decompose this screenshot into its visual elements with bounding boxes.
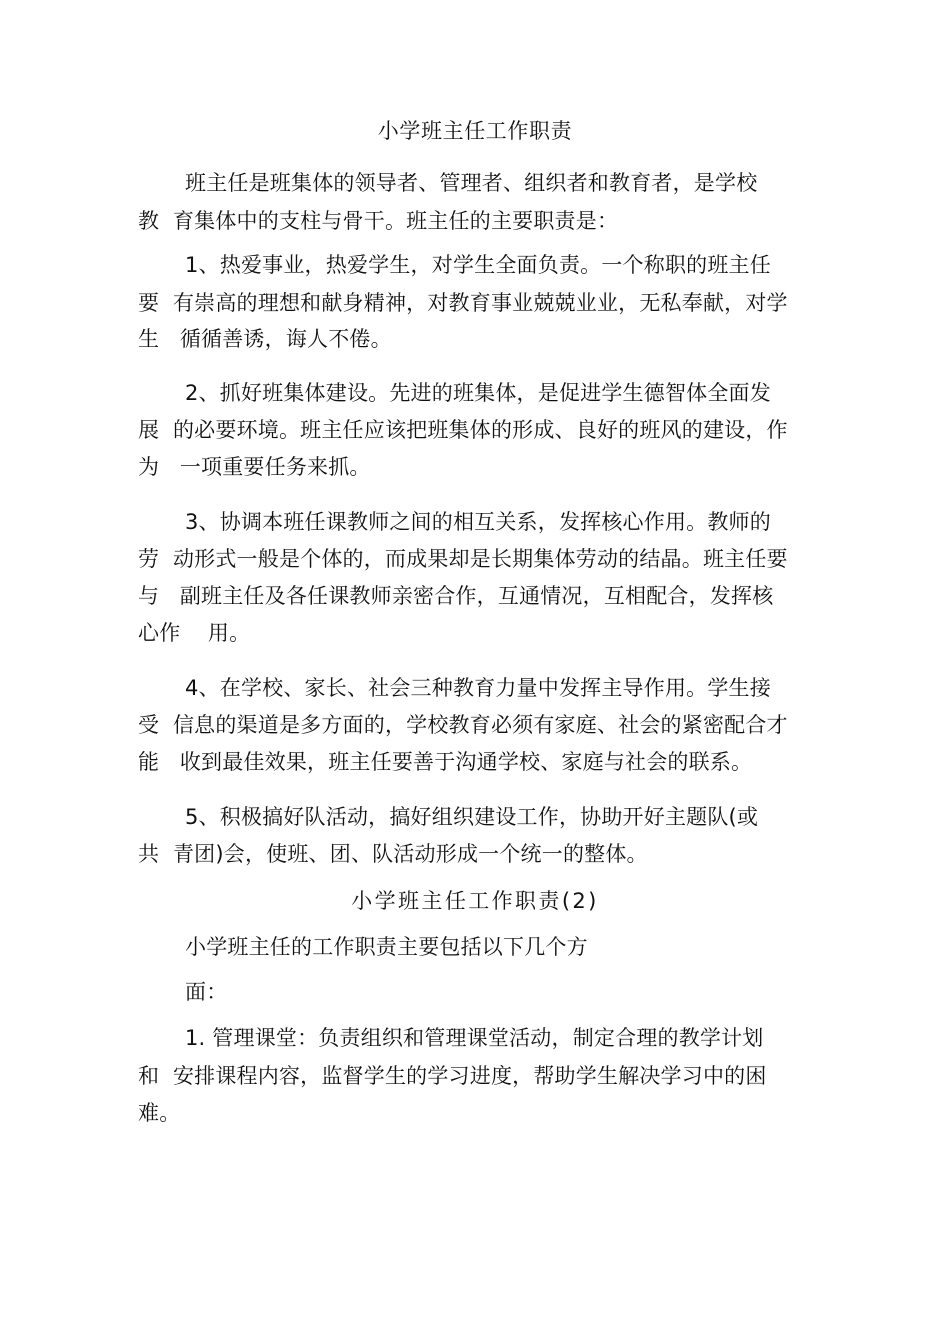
section-2-title: 小学班主任工作职责(2) xyxy=(351,889,599,913)
intro2-line-1: 小学班主任的工作职责主要包括以下几个方 xyxy=(185,935,588,959)
intro-line-2: 教 育集体中的支柱与骨干。班主任的主要职责是： xyxy=(138,209,619,233)
item-3-line-2: 劳 动形式一般是个体的，而成果却是长期集体劳动的结晶。班主任要 xyxy=(138,547,788,571)
item-1-line-1: 1、热爱事业，热爱学生，对学生全面负责。一个称职的班主任 xyxy=(185,253,771,277)
item-2-line-3: 为 一项重要任务来抓。 xyxy=(138,455,371,479)
intro2-line-2: 面： xyxy=(185,980,228,1004)
intro-line-1: 班主任是班集体的领导者、管理者、组织者和教育者，是学校 xyxy=(185,171,758,195)
item-1-line-2: 要 有崇高的理想和献身精神，对教育事业兢兢业业，无私奉献，对学 xyxy=(138,291,788,315)
item-5-line-1: 5、积极搞好队活动，搞好组织建设工作，协助开好主题队(或 xyxy=(185,805,759,829)
item-2-line-1: 2、抓好班集体建设。先进的班集体，是促进学生德智体全面发 xyxy=(185,381,771,405)
item-2-line-2: 展 的必要环境。班主任应该把班集体的形成、良好的班风的建设，作 xyxy=(138,418,788,442)
item2-1-line-2: 和 安排课程内容，监督学生的学习进度，帮助学生解决学习中的困 xyxy=(138,1064,767,1088)
item-3-line-3: 与 副班主任及各任课教师亲密合作，互通情况，互相配合，发挥核 xyxy=(138,584,774,608)
item-4-line-2: 受 信息的渠道是多方面的，学校教育必须有家庭、社会的紧密配合才 xyxy=(138,713,788,737)
item2-1-line-1: 1. 管理课堂：负责组织和管理课堂活动，制定合理的教学计划 xyxy=(185,1026,764,1050)
item-1-line-3: 生 循循善诱，诲人不倦。 xyxy=(138,327,392,351)
item2-1-line-3: 难。 xyxy=(138,1101,181,1125)
item-4-line-1: 4、在学校、家长、社会三种教育力量中发挥主导作用。学生接 xyxy=(185,676,771,700)
document-title: 小学班主任工作职责 xyxy=(377,119,573,143)
item-5-line-2: 共 青团)会，使班、团、队活动形成一个统一的整体。 xyxy=(138,842,648,866)
item-3-line-1: 3、协调本班任课教师之间的相互关系，发挥核心作用。教师的 xyxy=(185,510,771,534)
item-4-line-3: 能 收到最佳效果，班主任要善于沟通学校、家庭与社会的联系。 xyxy=(138,750,753,774)
item-3-line-4: 心作 用。 xyxy=(138,621,251,645)
